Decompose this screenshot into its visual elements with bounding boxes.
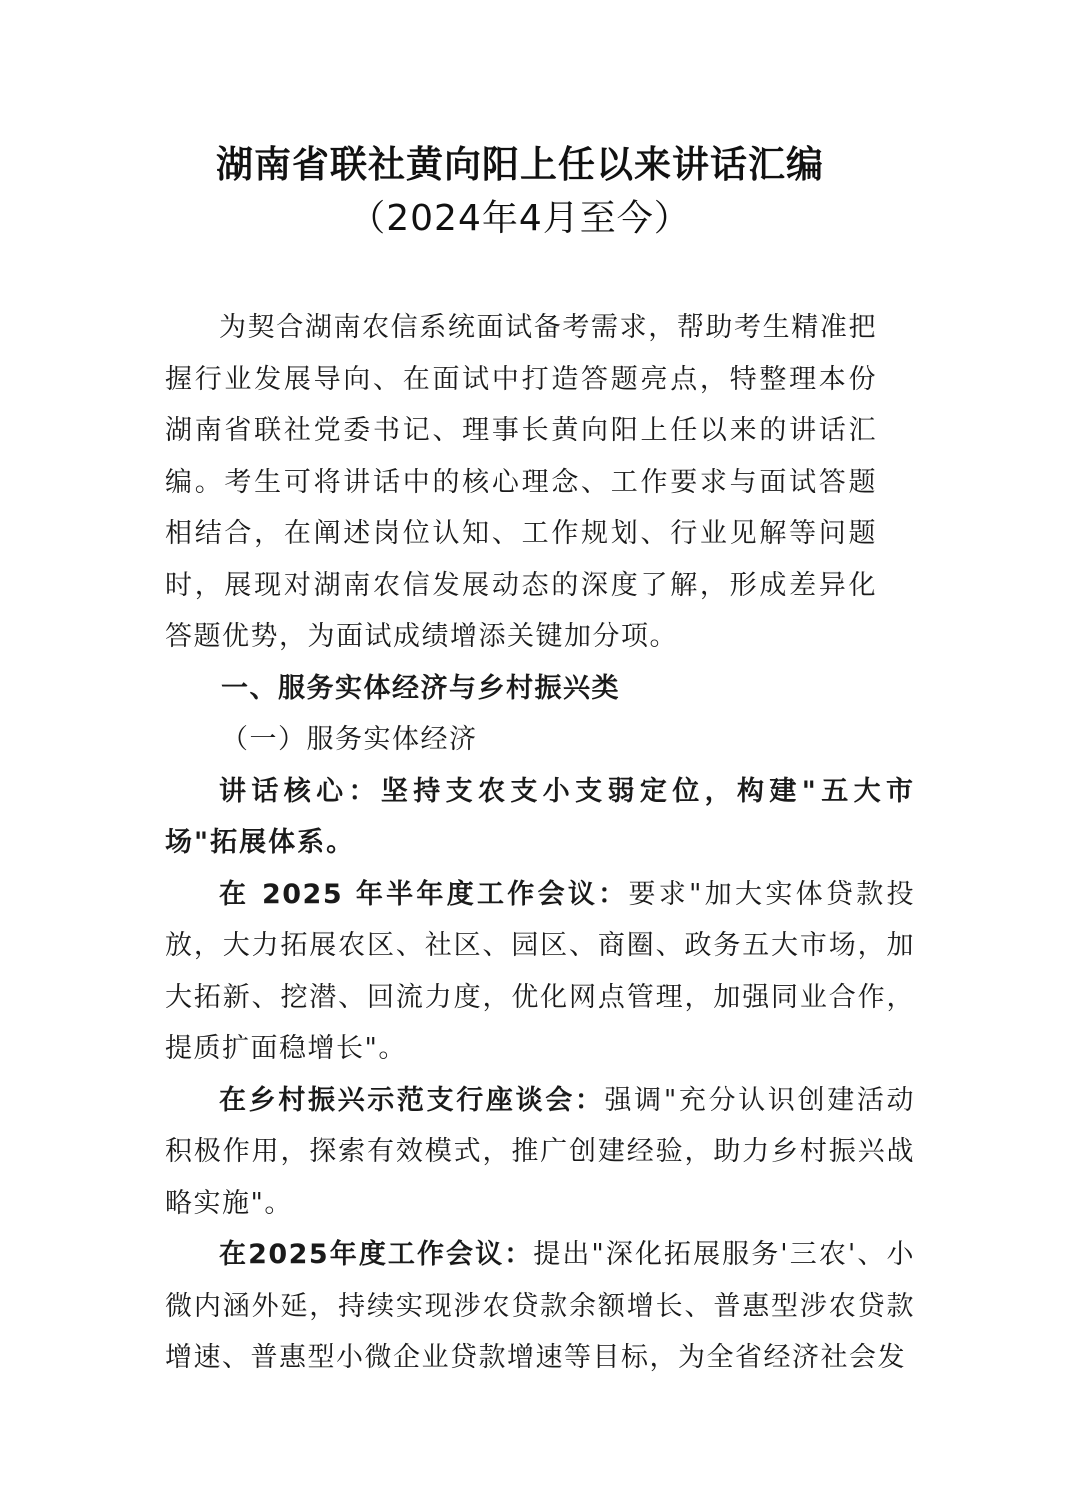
intro-paragraph: 为契合湖南农信系统面试备考需求，帮助考生精准把握行业发展导向、在面试中打造答题亮点，特整理本份湖南省联社党委书记、理事长黄向阳上任以来的讲话汇编。考生可将讲话中的核心理念、工作要求与面试答题相结合，在阐述岗位认知、工作规划、行业见解等问题时，展现对湖南农信发展动态的深度了解，形成差异化答题优势，为面试成绩增添关键加分项。 (165, 312, 877, 652)
document-body (165, 302, 915, 1384)
document-subtitle-date-range: （2024年4月至今） (349, 198, 691, 239)
speech-paragraph (165, 1229, 915, 1384)
document-title: 湖南省联社黄向阳上任以来讲话汇编 (216, 143, 824, 186)
speech-text: 强调"充分认识创建活动积极作用，探索有效模式，推广创建经验，助力乡村振兴战略实施"。 (165, 1084, 916, 1219)
speech-paragraph (165, 869, 915, 1075)
speech-paragraph (165, 1075, 915, 1230)
section-heading: 一、服务实体经济与乡村振兴类 (221, 672, 620, 704)
core-statement: 讲话核心：坚持支农支小支弱定位，构建"五大市场"拓展体系。 (165, 775, 915, 858)
speech-lead: 在2025年度工作会议： (219, 1239, 534, 1270)
speech-text: 提出"深化拓展服务'三农'、小微内涵外延，持续实现涉农贷款余额增长、普惠型涉农贷款增速、普惠型小微企业贷款增速等目标，为全省经济社会发 (165, 1239, 915, 1373)
speech-lead: 在乡村振兴示范支行座谈会： (219, 1084, 605, 1116)
speech-lead: 在 2025 年半年度工作会议： (219, 878, 629, 910)
subsection-heading: （一）服务实体经济 (221, 724, 478, 755)
speech-text: 要求"加大实体贷款投放，大力拓展农区、社区、园区、商圈、政务五大市场，加大拓新、挖潜、回流力度，优化网点管理，加强同业合作，提质扩面稳增长"。 (165, 878, 915, 1064)
